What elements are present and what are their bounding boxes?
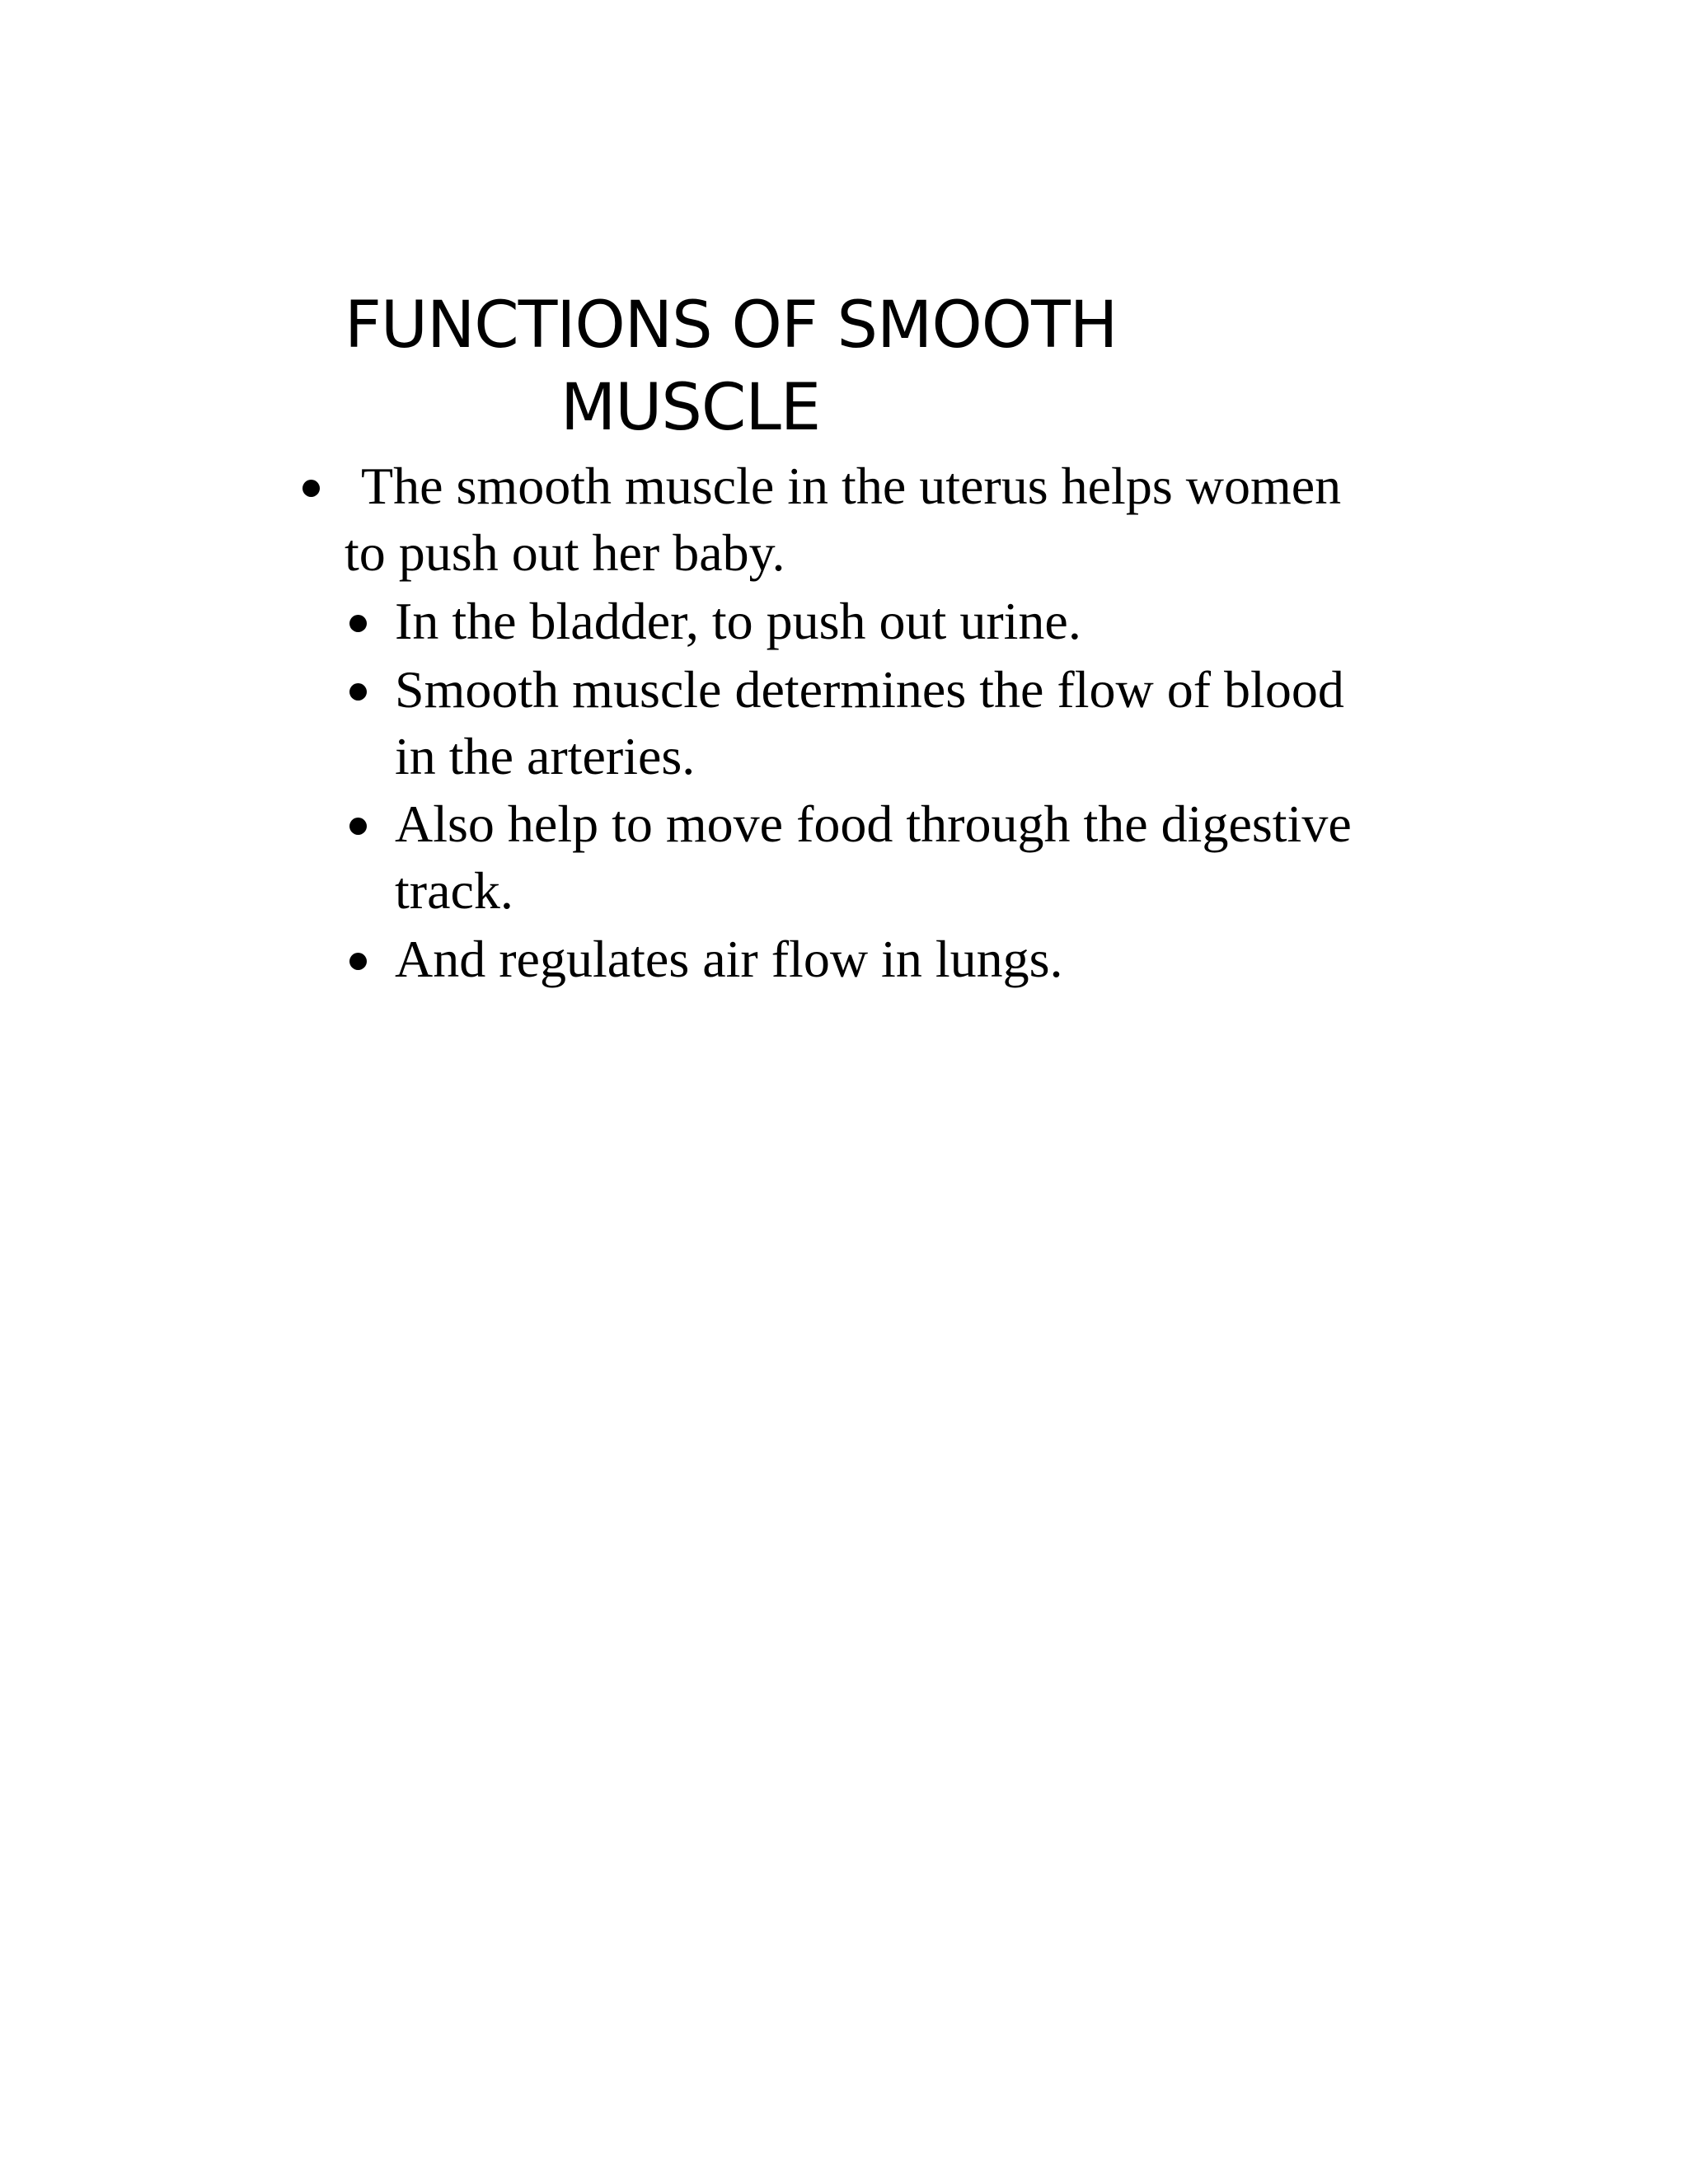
bullet-item-line: Also help to move food through the digestive xyxy=(395,794,1352,853)
bullet-item-line: track. xyxy=(395,861,513,920)
bullet-item-digestive xyxy=(395,790,1352,924)
bullet-dot-icon xyxy=(349,615,367,632)
title-line-2: MUSCLE xyxy=(560,371,821,445)
bullet-dot-icon xyxy=(349,953,367,970)
bullet-item-bladder xyxy=(395,588,1081,654)
bullet-item-line: in the arteries. xyxy=(395,727,696,785)
bullet-item-line: The smooth muscle in the uterus helps women xyxy=(361,457,1342,515)
page-title xyxy=(345,284,1334,449)
bullet-item-line: In the bladder, to push out urine. xyxy=(395,592,1081,650)
bullet-item-arteries xyxy=(395,656,1344,790)
title-line-1: FUNCTIONS OF SMOOTH xyxy=(345,288,1118,363)
bullet-dot-icon xyxy=(302,480,320,497)
bullet-dot-icon xyxy=(349,683,367,701)
bullet-item-lungs xyxy=(395,926,1063,992)
bullet-item-uterus xyxy=(345,452,1341,586)
bullet-item-line: Smooth muscle determines the flow of blood xyxy=(395,660,1344,719)
bullet-item-line: to push out her baby. xyxy=(345,523,785,582)
bullet-item-line: And regulates air flow in lungs. xyxy=(395,930,1063,988)
bullet-dot-icon xyxy=(349,818,367,835)
